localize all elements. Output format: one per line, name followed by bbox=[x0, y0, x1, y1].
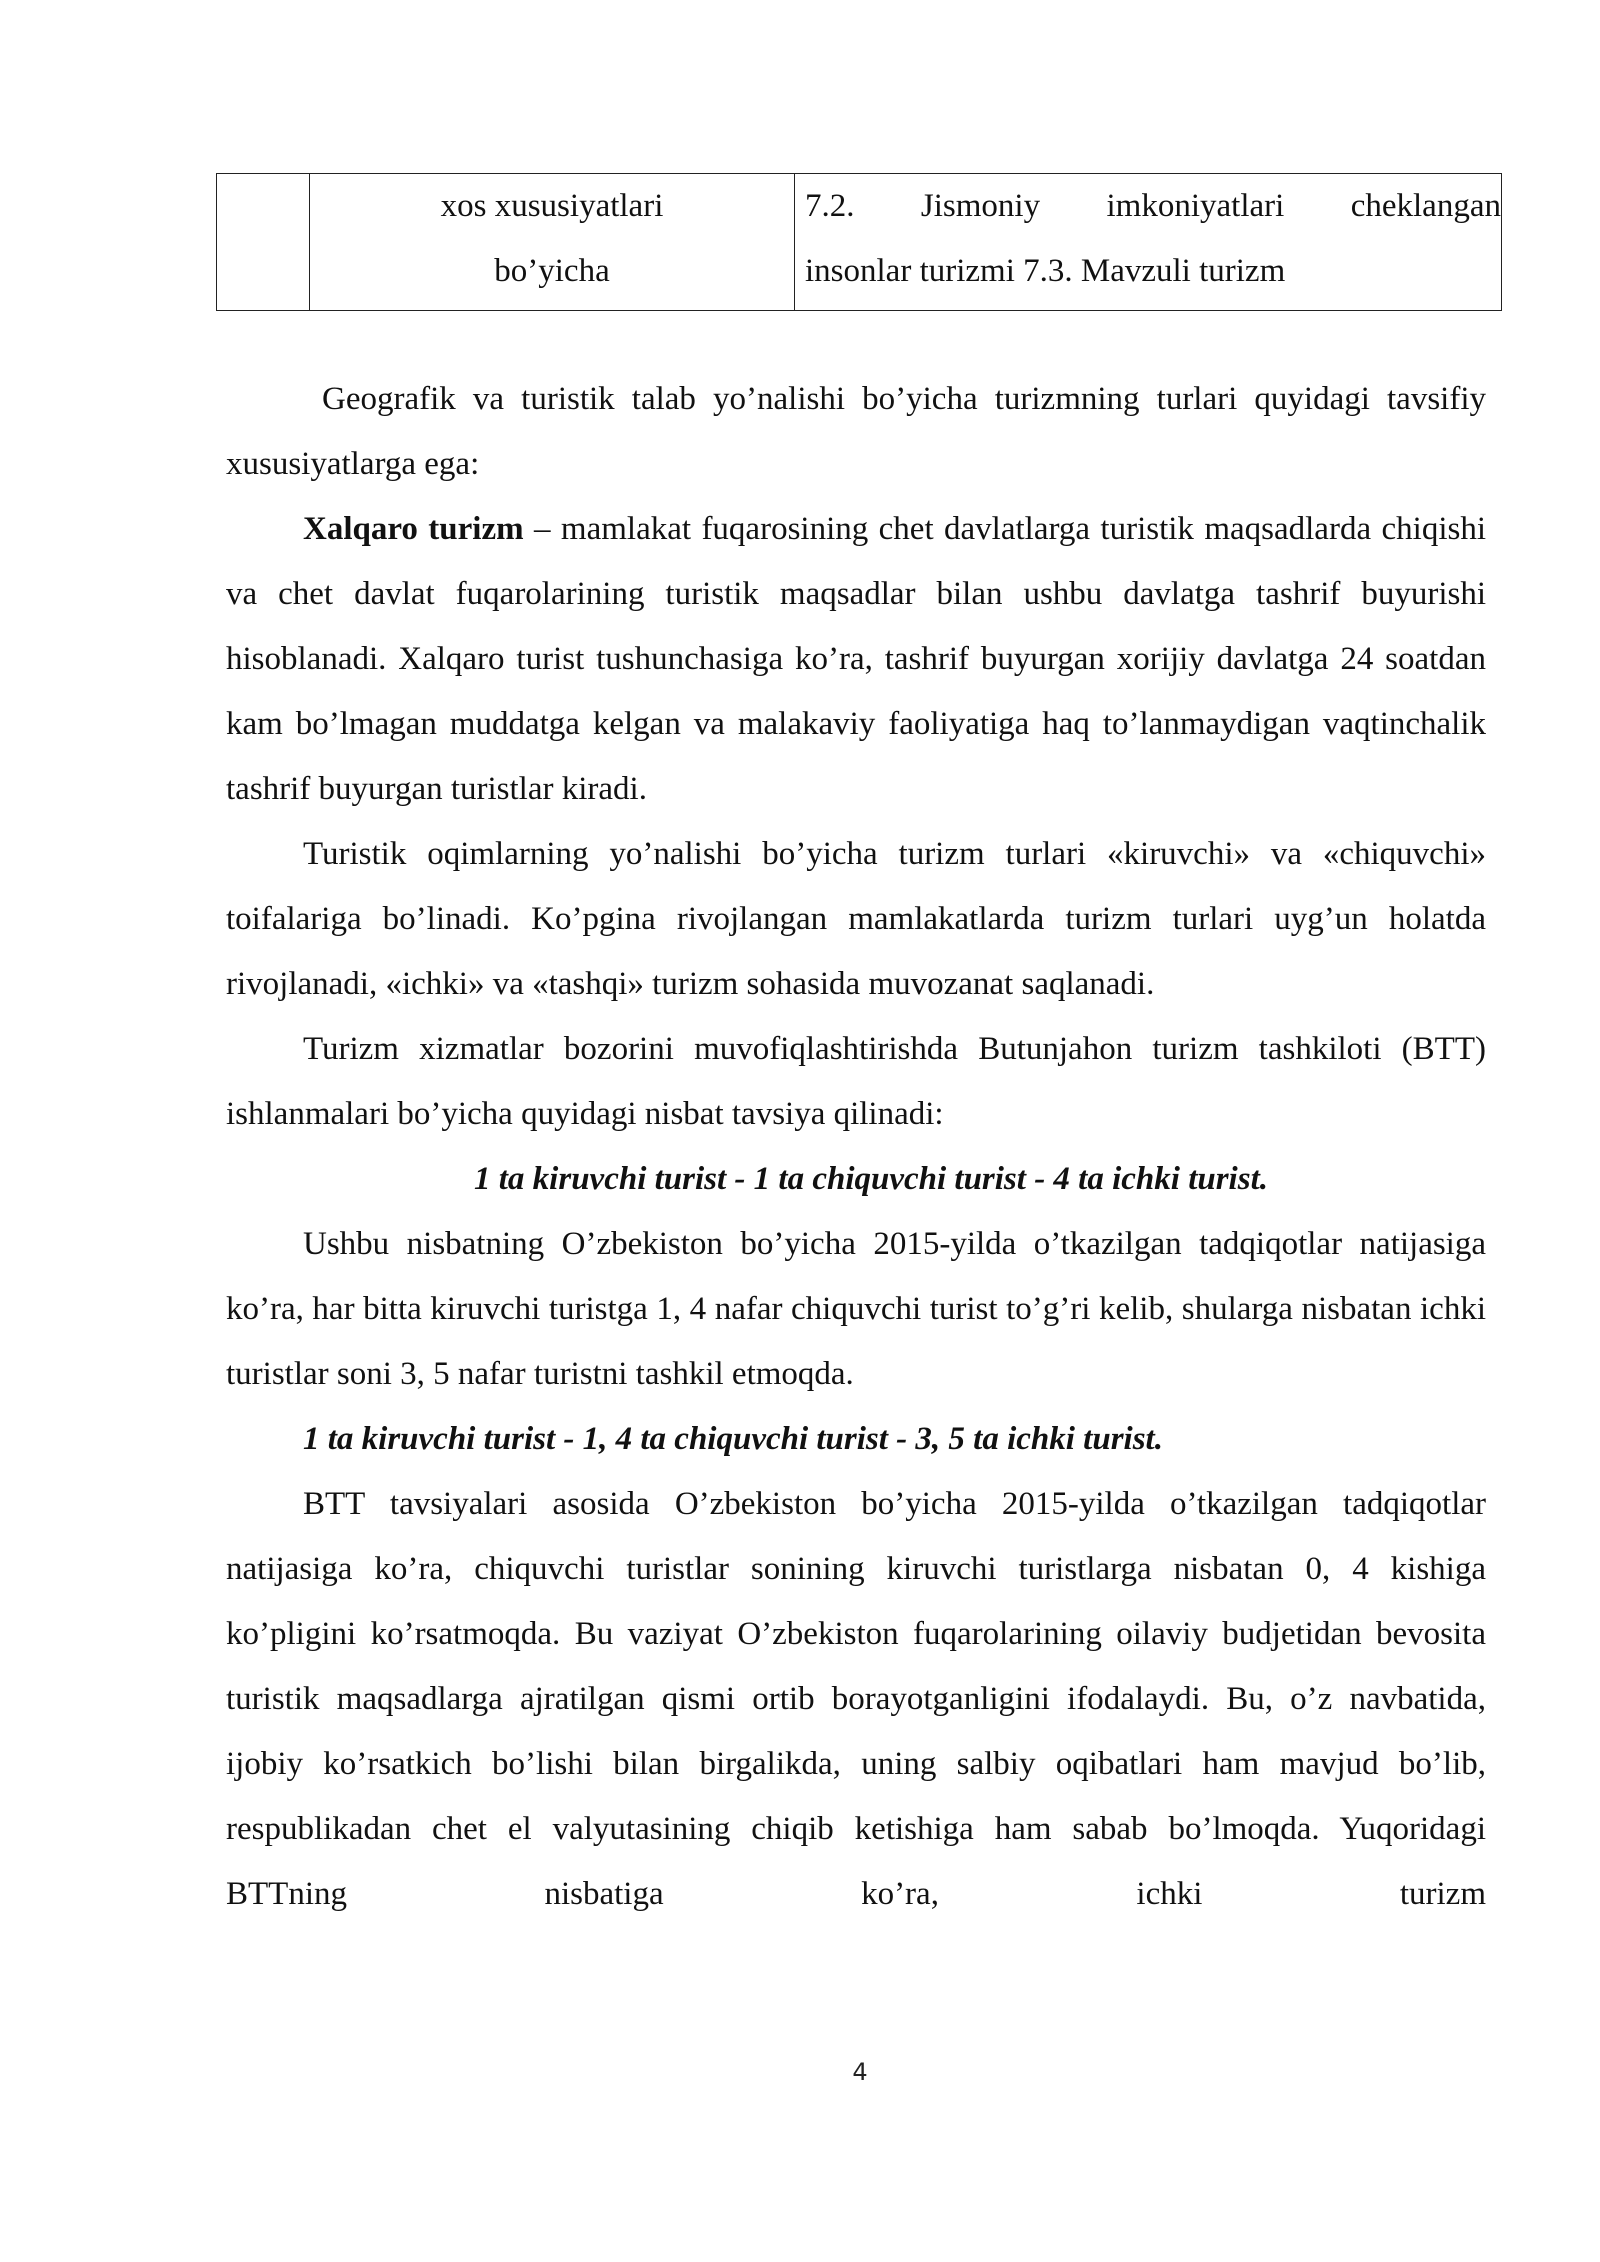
term-international-tourism: Xalqaro turizm bbox=[303, 511, 524, 547]
table-cell-types bbox=[795, 174, 1502, 311]
table-cell-text: bo’yicha bbox=[494, 253, 610, 289]
paragraph-analysis: BTT tavsiyalari asosida O’zbekiston bo’yicha 2015-yilda o’tkazilgan tadqiqotlar natijasiga ko’ra, chiquvchi turistlar sonining kiruvchi turistlarga nisbatan 0, 4 kishiga ko’pligini ko’rsatmoqda. Bu vaziyat O’zbekiston fuqarolarining oilaviy budjetidan bevosita turistik maqsadlarga ajratilgan qismi ortib borayotganligini ifodalaydi. Bu, o’z navbatida, ijobiy ko’rsatkich bo’lishi bilan birgalikda, uning salbiy oqibatlari ham mavjud bo’lib, respublikadan chet el valyutasining chiqib ketishiga ham sabab bo’lmoqda. Yuqoridagi BTTning nisbatiga ko’ra, ichki turizm bbox=[226, 1486, 1486, 1912]
table-cell-word: imkoniyatlari bbox=[1106, 188, 1285, 224]
paragraph-text: – mamlakat fuqarosining chet davlatlarga turistik maqsadlarda chiqishi va chet davlat fuqarolarining turistik maqsadlar bilan ushbu davlatga tashrif buyurishi hisoblanadi. Xalqaro turist tushunchasiga ko’ra, tashrif buyurgan xorijiy davlatga 24 soatdan kam bo’lmagan muddatga kelgan va malakaviy faoliyatiga haq to’lanmaydigan vaqtinchalik tashrif buyurgan turistlar kiradi. bbox=[226, 511, 1486, 807]
formula-uzbekistan-ratio: 1 ta kiruvchi turist - 1, 4 ta chiquvchi turist - 3, 5 ta ichki turist. bbox=[303, 1421, 1163, 1457]
table-cell-text: insonlar turizmi 7.3. Mavzuli turizm bbox=[805, 253, 1286, 289]
table-cell-text: xos xususiyatlari bbox=[440, 188, 664, 224]
paragraph-btt-ratio: Turizm xizmatlar bozorini muvofiqlashtirishda Butunjahon turizm tashkiloti (BTT) ishlanmalari bo’yicha quyidagi nisbat tavsiya qilinadi: bbox=[226, 1031, 1486, 1132]
table-cell-criterion bbox=[310, 174, 795, 311]
paragraph-intro: Geografik va turistik talab yo’nalishi bo’yicha turizmning turlari quyidagi tavsifiy xususiyatlarga ega: bbox=[226, 381, 1486, 482]
table-row bbox=[217, 174, 1502, 311]
table-cell-word: cheklangan bbox=[1350, 188, 1501, 224]
paragraph-international-tourism bbox=[226, 497, 1486, 822]
paragraph-tourist-flows: Turistik oqimlarning yo’nalishi bo’yicha turizm turlari «kiruvchi» va «chiquvchi» toifalariga bo’linadi. Ko’pgina rivojlangan mamlakatlarda turizm turlari uyg’un holatda rivojlanadi, «ichki» va «tashqi» turizm sohasida muvozanat saqlanadi. bbox=[226, 836, 1486, 1002]
table-cell-justified-line bbox=[805, 174, 1501, 239]
formula-btt-ratio: 1 ta kiruvchi turist - 1 ta chiquvchi turist - 4 ta ichki turist. bbox=[474, 1161, 1268, 1197]
page-number: 4 bbox=[852, 2058, 868, 2086]
table-cell-word: 7.2. bbox=[805, 188, 855, 224]
paragraph-uzbekistan-ratio: Ushbu nisbatning O’zbekiston bo’yicha 2015-yilda o’tkazilgan tadqiqotlar natijasiga ko’ra, har bitta kiruvchi turistga 1, 4 nafar chiquvchi turist to’g’ri kelib, shularga nisbatan ichki turistlar soni 3, 5 nafar turistni tashkil etmoqda. bbox=[226, 1226, 1486, 1392]
table-cell-empty bbox=[217, 174, 310, 311]
table-cell-word: Jismoniy bbox=[920, 188, 1041, 224]
table-fragment bbox=[216, 173, 1502, 311]
body-text bbox=[226, 367, 1486, 1927]
